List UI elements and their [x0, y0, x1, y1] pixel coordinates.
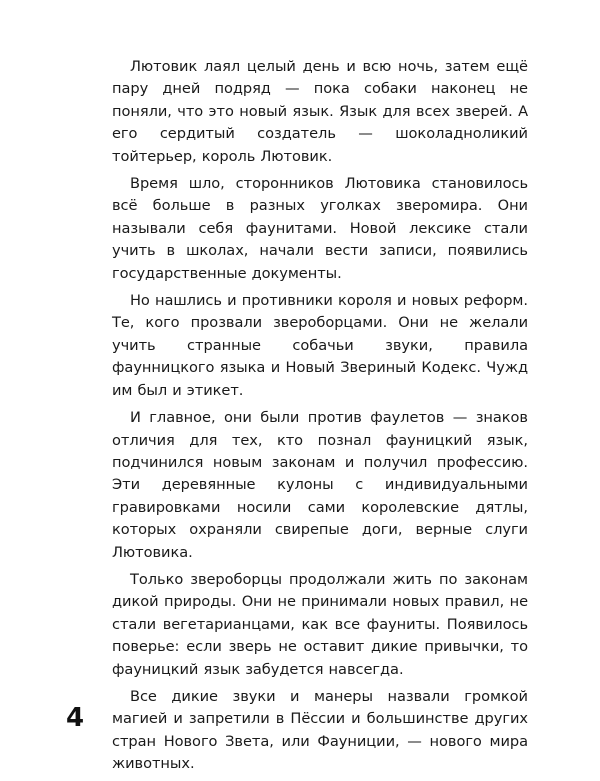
paragraph-3: Но нашлись и противники короля и новых реформ. Те, кого прозвали звероборцами. Они не желали учить странные собачьи звуки, правила фаунницкого языка и Новый Звериный Кодекс. Чужд им был и этикет.	[112, 292, 528, 399]
paragraph-4: И главное, они были против фаулетов — знаков отличия для тех, кто познал фауницкий язык, подчинился новым законам и получил профессию. Эти деревянные кулоны с индивидуальными гравировками носили сами королевские дятлы, которых охраняли свирепые доги, верные слуги Лютовика.	[112, 409, 528, 561]
paragraph-5: Только звероборцы продолжали жить по законам дикой природы. Они не принимали новых правил, не стали вегетарианцами, как все фауниты. Появилось поверье: если зверь не оставит дикие привычки, то фауницкий язык забудется навсегда.	[112, 570, 528, 678]
paragraph-1: Лютовик лаял целый день и всю ночь, затем ещё пару дней подряд — пока собаки наконец не поняли, что это новый язык. Язык для всех зверей. А его сердитый создатель — шоколадноликий тойтерьер, король Лютовик.	[112, 58, 528, 165]
page-body	[112, 56, 528, 781]
page-number: 4	[66, 703, 85, 733]
paragraph-2: Время шло, сторонников Лютовика становилось всё больше в разных уголках звеpомира. Они называли себя фаунитами. Новой лексике стали учить в школах, начали вести записи, появились государственные документы.	[112, 175, 528, 282]
paragraph-6: Все дикие звуки и манеры назвали громкой магией и запретили в Пёссии и большинстве других стран Нового Звета, или Фауниции, — нового мира животных.	[112, 687, 528, 773]
